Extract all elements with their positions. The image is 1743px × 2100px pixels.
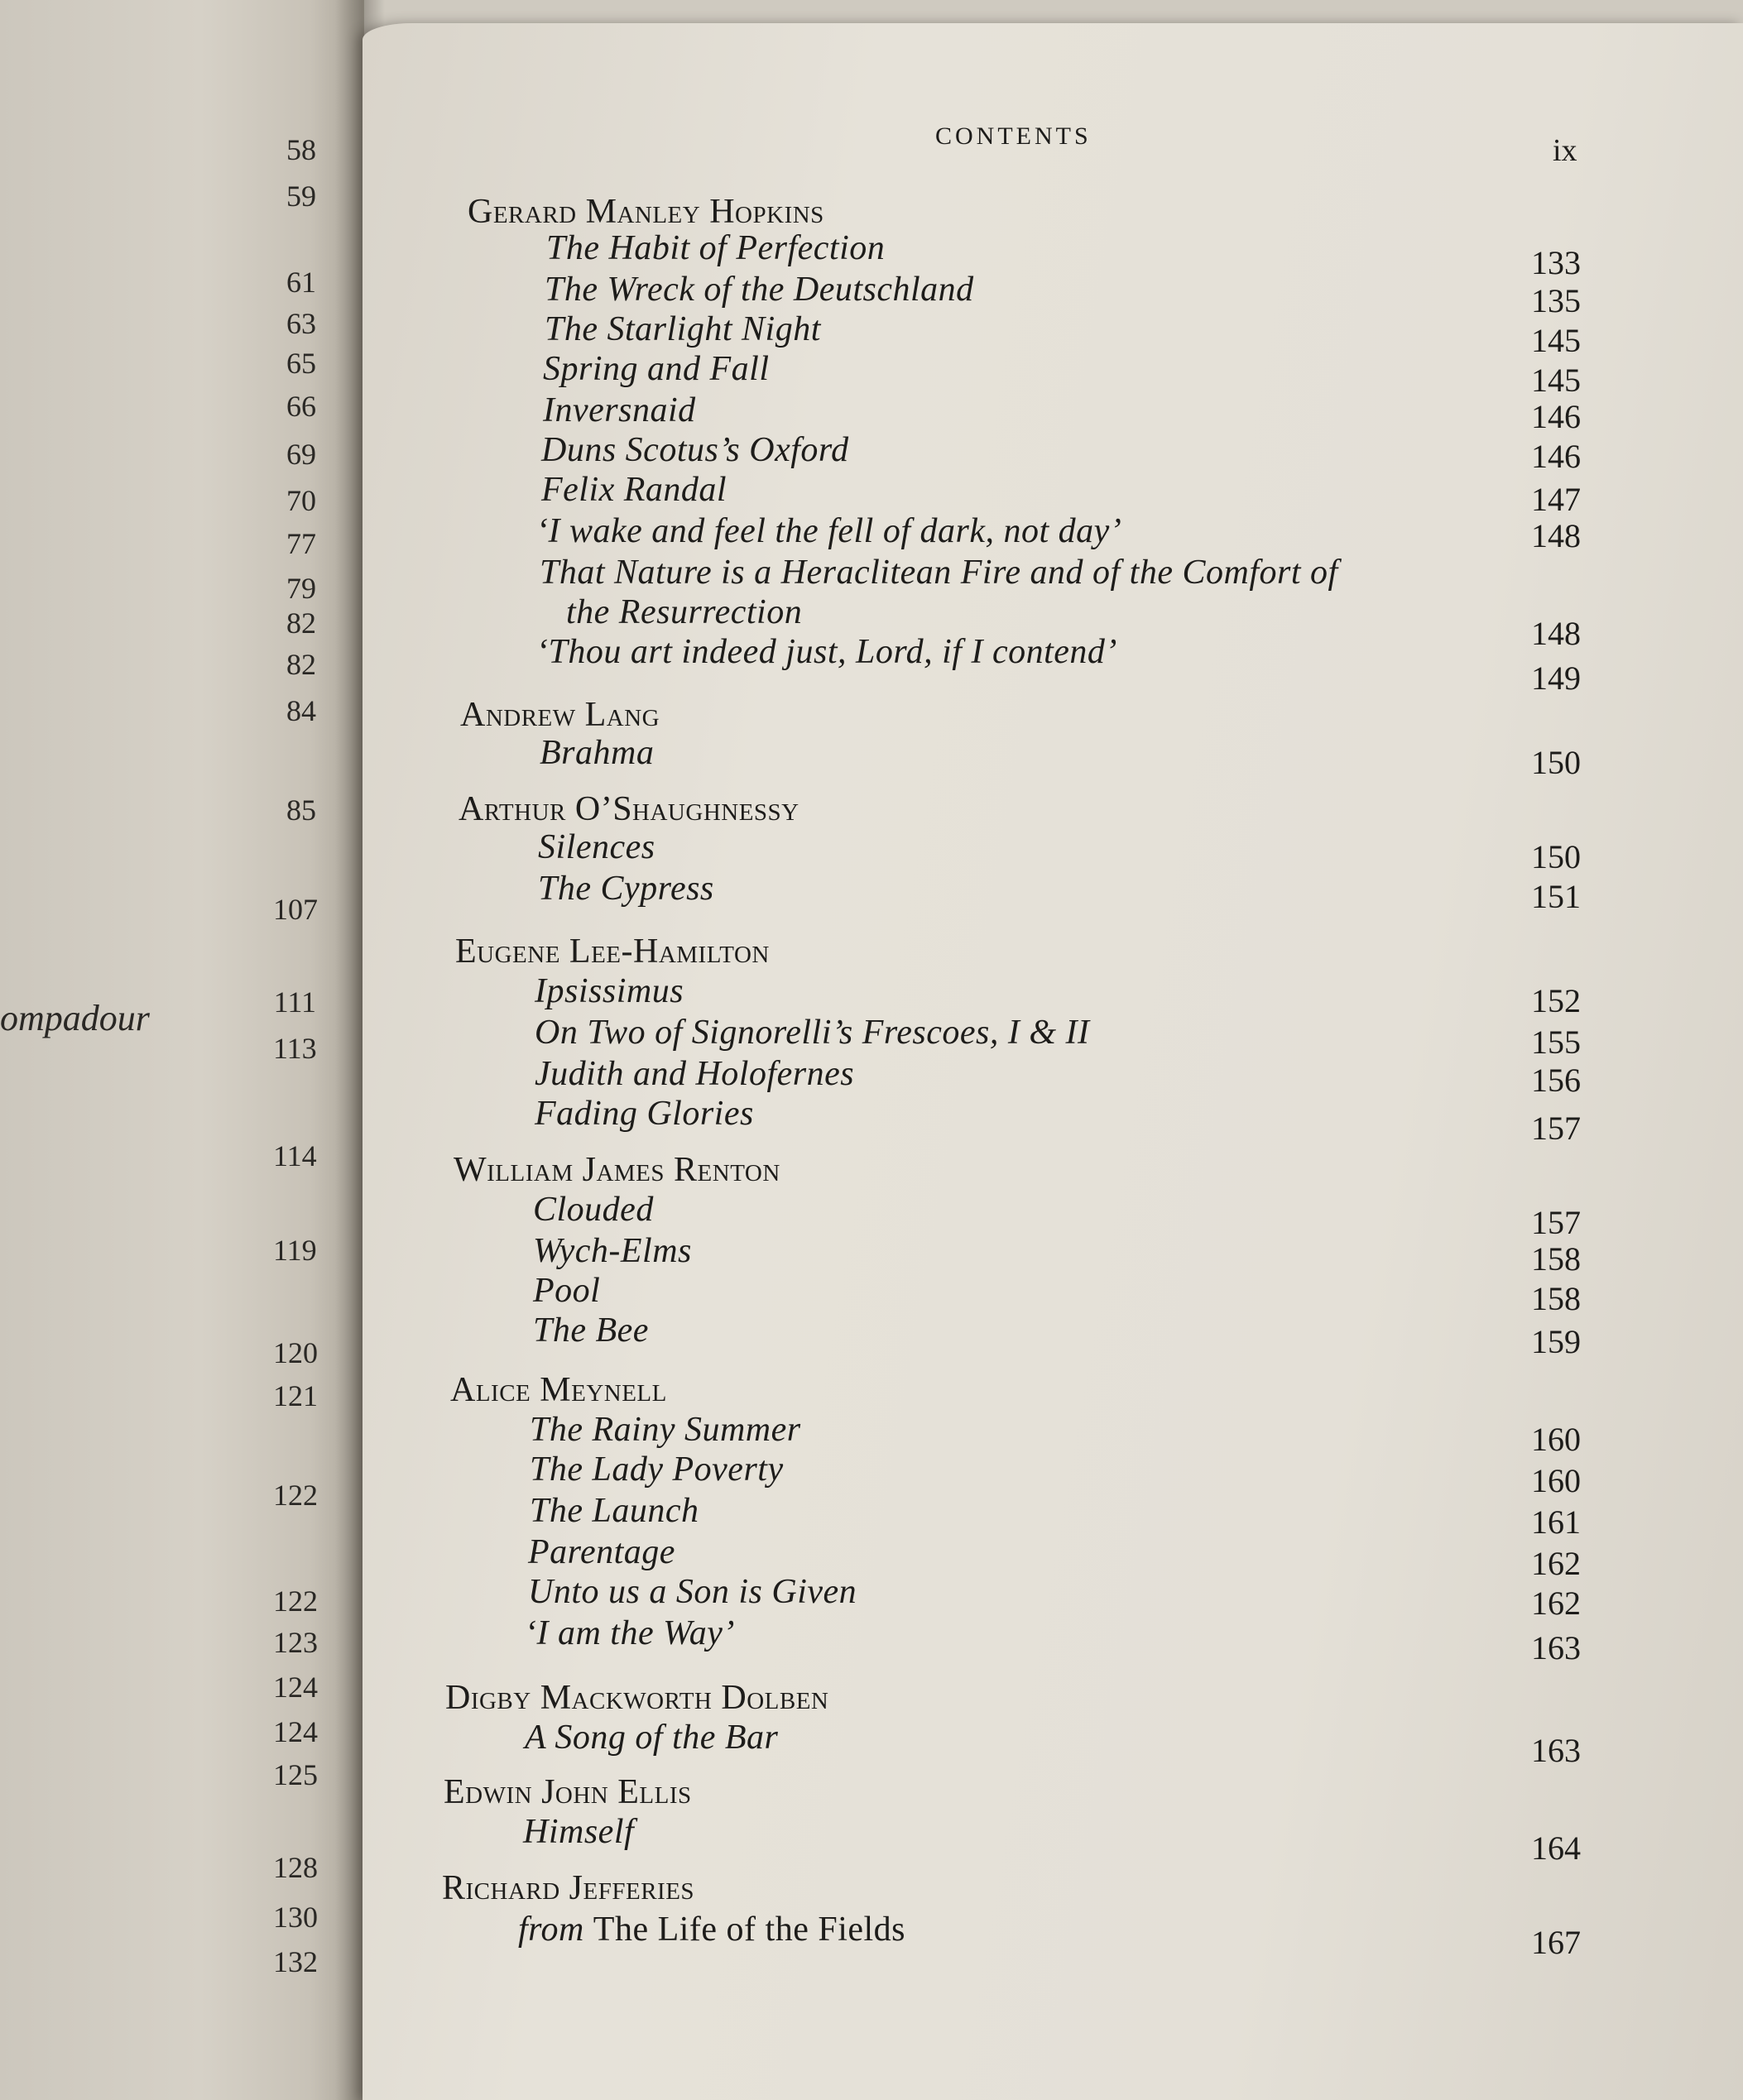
left-page-number: 58 xyxy=(286,133,316,166)
left-page-number: 113 xyxy=(273,1032,317,1065)
poem-page: 148 xyxy=(1531,615,1581,652)
poem-title: ‘Thou art indeed just, Lord, if I contend’ xyxy=(536,633,1117,671)
left-page-number: 124 xyxy=(273,1715,318,1748)
poem-title: Felix Randal xyxy=(541,471,727,509)
author-name: Andrew Lang xyxy=(460,696,660,734)
author-name: Alice Meynell xyxy=(450,1371,667,1409)
poem-page: 158 xyxy=(1531,1240,1581,1278)
poem-title: ‘I am the Way’ xyxy=(525,1614,735,1652)
poem-title: The Habit of Perfection xyxy=(546,229,886,267)
poem-title-continued: the Resurrection xyxy=(566,593,803,631)
poem-page: 157 xyxy=(1531,1110,1581,1147)
poem-page: 158 xyxy=(1531,1280,1581,1317)
poem-title: The Wreck of the Deutschland xyxy=(545,271,974,309)
poem-page: 164 xyxy=(1531,1829,1581,1867)
left-page-number: 61 xyxy=(286,266,316,299)
author-name: Edwin John Ellis xyxy=(444,1773,692,1811)
author-name: Gerard Manley Hopkins xyxy=(468,193,824,231)
left-page-number: 84 xyxy=(286,694,316,727)
poem-page: 148 xyxy=(1531,517,1581,554)
prose-title: The Life of the Fields xyxy=(593,1911,906,1949)
left-page-number: 69 xyxy=(286,438,316,471)
poem-page: 160 xyxy=(1531,1462,1581,1499)
poem-page: 160 xyxy=(1531,1421,1581,1458)
poem-title: The Lady Poverty xyxy=(530,1450,784,1489)
left-page-number: 124 xyxy=(273,1671,318,1704)
poem-page: 156 xyxy=(1531,1062,1581,1099)
poem-page: 150 xyxy=(1531,838,1581,875)
poem-title: Parentage xyxy=(528,1533,675,1571)
poem-page: 162 xyxy=(1531,1585,1581,1622)
left-page-number: 82 xyxy=(286,607,316,640)
poem-page: 145 xyxy=(1531,322,1581,359)
poem-page: 145 xyxy=(1531,362,1581,399)
poem-title: Judith and Holofernes xyxy=(535,1055,855,1093)
poem-title: On Two of Signorelli’s Frescoes, I & II xyxy=(535,1014,1090,1052)
left-page-number: 123 xyxy=(273,1626,318,1659)
poem-title: The Cypress xyxy=(538,870,714,908)
left-page-number: 79 xyxy=(286,572,316,605)
poem-page: 150 xyxy=(1531,744,1581,781)
poem-title: Wych-Elms xyxy=(533,1232,692,1270)
author-name: Digby Mackworth Dolben xyxy=(445,1679,829,1717)
left-page-number: 107 xyxy=(273,893,318,926)
poem-title: The Launch xyxy=(530,1492,699,1530)
left-page-number: 121 xyxy=(273,1379,318,1412)
left-page-number: 77 xyxy=(286,527,316,560)
poem-title: The Starlight Night xyxy=(545,310,821,348)
left-page-number: 63 xyxy=(286,307,316,340)
poem-title: A Song of the Bar xyxy=(525,1719,779,1757)
poem-title: Fading Glories xyxy=(535,1095,754,1133)
poem-title: Pool xyxy=(533,1272,601,1310)
left-page-number: 65 xyxy=(286,347,316,380)
poem-title: Silences xyxy=(538,828,655,866)
left-page-number: 128 xyxy=(273,1851,318,1884)
poem-title: Inversnaid xyxy=(543,391,696,429)
poem-title: Duns Scotus’s Oxford xyxy=(541,431,849,469)
left-page-number: 111 xyxy=(273,985,316,1019)
poem-title: Clouded xyxy=(533,1191,654,1229)
left-page-number: 132 xyxy=(273,1945,318,1978)
poem-title: The Rainy Summer xyxy=(530,1411,801,1449)
author-name: Eugene Lee-Hamilton xyxy=(455,933,770,971)
left-page-number: 130 xyxy=(273,1901,318,1934)
author-name: Arthur O’Shaughnessy xyxy=(459,790,799,828)
left-page-number: 66 xyxy=(286,390,316,423)
poem-page: 152 xyxy=(1531,982,1581,1019)
poem-page: 133 xyxy=(1531,244,1581,281)
poem-title: That Nature is a Heraclitean Fire and of the Comfort of xyxy=(540,554,1338,592)
poem-page: 147 xyxy=(1531,481,1581,518)
poem-page: 151 xyxy=(1531,878,1581,915)
poem-page: 163 xyxy=(1531,1732,1581,1769)
poem-title: Ipsissimus xyxy=(535,972,684,1010)
poem-page: 157 xyxy=(1531,1204,1581,1241)
poem-page: 135 xyxy=(1531,282,1581,319)
left-page-number: 125 xyxy=(273,1758,318,1791)
poem-title: Himself xyxy=(523,1813,635,1851)
poem-title: Brahma xyxy=(540,734,655,772)
author-name: Richard Jefferies xyxy=(442,1869,695,1907)
left-page-number: 122 xyxy=(273,1479,318,1512)
left-page xyxy=(0,0,364,2100)
left-page-number: 59 xyxy=(286,180,316,213)
running-head: CONTENTS xyxy=(935,122,1092,150)
poem-page: 163 xyxy=(1531,1629,1581,1666)
page-number: ix xyxy=(1553,133,1577,168)
poem-page: 161 xyxy=(1531,1503,1581,1541)
left-page-fragment: ompadour xyxy=(0,998,150,1038)
left-page-number: 122 xyxy=(273,1585,318,1618)
poem-title: Unto us a Son is Given xyxy=(528,1573,857,1611)
poem-page: 146 xyxy=(1531,438,1581,475)
poem-page: 162 xyxy=(1531,1545,1581,1582)
title-prefix: from xyxy=(518,1911,584,1949)
poem-title: ‘I wake and feel the fell of dark, not day’ xyxy=(536,512,1122,550)
poem-title xyxy=(518,1910,905,1949)
poem-page: 155 xyxy=(1531,1024,1581,1061)
left-page-number: 114 xyxy=(273,1139,317,1172)
left-page-number: 120 xyxy=(273,1336,318,1369)
poem-page: 149 xyxy=(1531,659,1581,697)
poem-title: The Bee xyxy=(533,1311,649,1350)
poem-page: 146 xyxy=(1531,398,1581,435)
author-name: William James Renton xyxy=(454,1151,780,1189)
left-page-number: 82 xyxy=(286,648,316,681)
poem-page: 167 xyxy=(1531,1924,1581,1961)
left-page-number: 70 xyxy=(286,484,316,517)
poem-page: 159 xyxy=(1531,1323,1581,1360)
left-page-number: 85 xyxy=(286,793,316,827)
left-page-number: 119 xyxy=(273,1234,317,1267)
poem-title: Spring and Fall xyxy=(543,350,770,388)
